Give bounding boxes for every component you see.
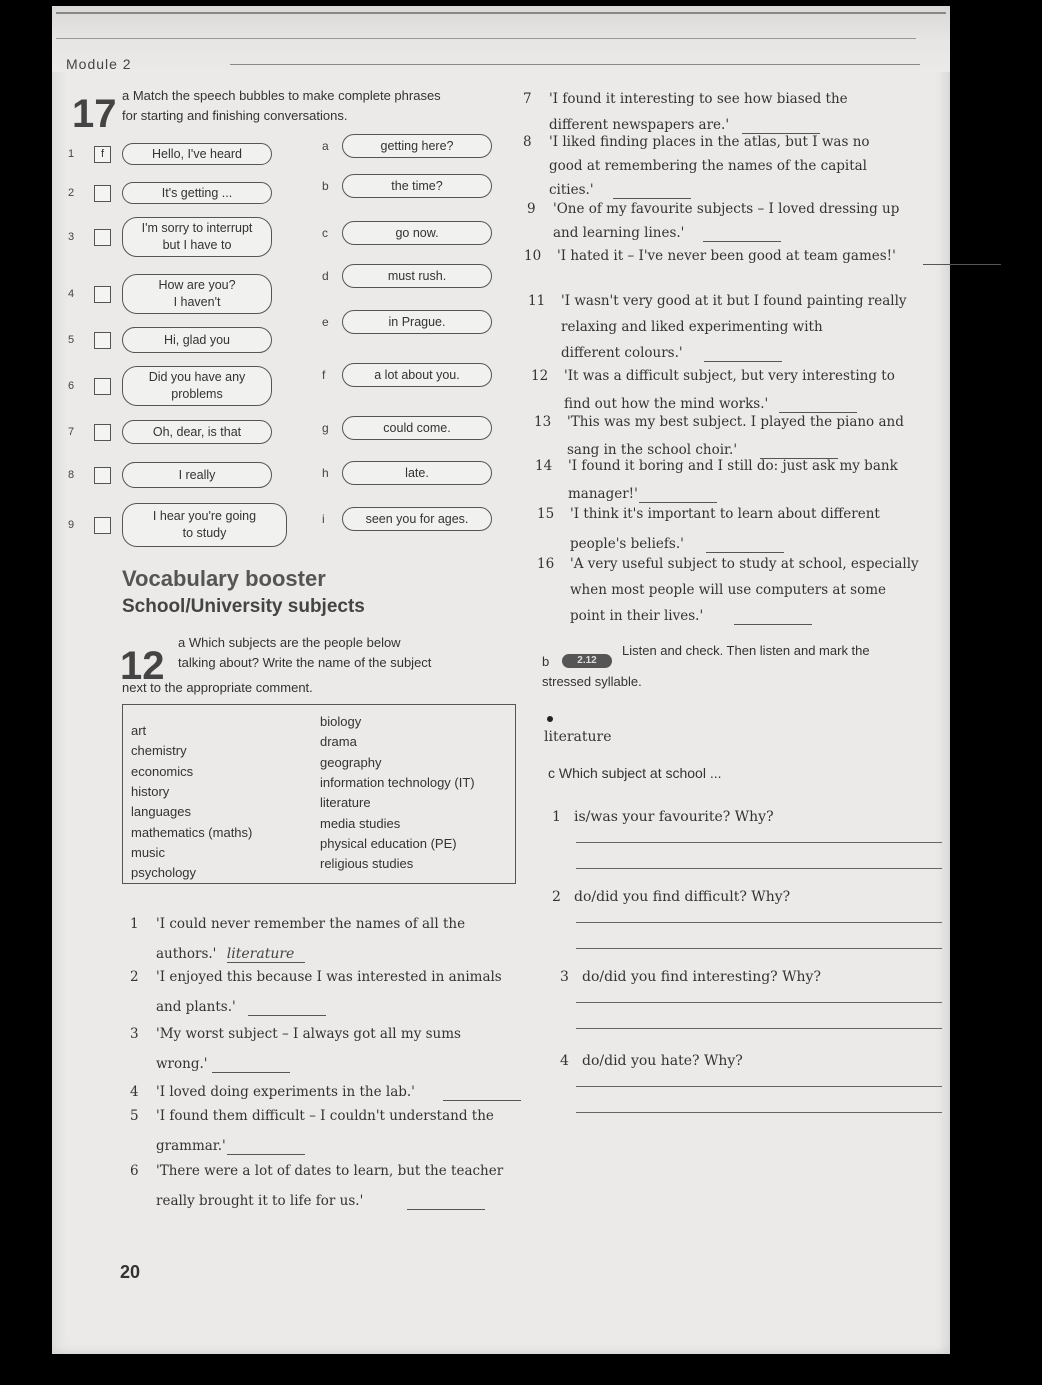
quote-number: 6 bbox=[130, 1163, 139, 1179]
speech-bubble-left bbox=[122, 462, 272, 488]
quote-number: 3 bbox=[130, 1026, 139, 1042]
answer-blank[interactable] bbox=[407, 1193, 485, 1210]
c-question-text: do/did you hate? Why? bbox=[582, 1053, 743, 1069]
speech-bubble-right: must rush. bbox=[342, 264, 492, 288]
quote-line-3: different colours.' bbox=[561, 345, 683, 361]
module-label: Module 2 bbox=[66, 56, 132, 72]
answer-checkbox[interactable] bbox=[94, 332, 111, 349]
bubble-letter: a bbox=[322, 139, 329, 153]
subject-col2-item: literature bbox=[320, 795, 371, 811]
answer-blank[interactable] bbox=[704, 345, 782, 362]
answer-line[interactable] bbox=[576, 1002, 942, 1003]
speech-bubble-left bbox=[122, 274, 272, 314]
answer-blank[interactable]: literature bbox=[227, 946, 305, 963]
speech-bubble-left bbox=[122, 503, 287, 547]
bubble-text-line-2: problems bbox=[171, 387, 223, 401]
ex12-b-text-1: Listen and check. Then listen and mark the bbox=[622, 643, 870, 658]
answer-checkbox[interactable] bbox=[94, 229, 111, 246]
subject-col1-item: mathematics (maths) bbox=[131, 824, 253, 840]
speech-bubble-left bbox=[122, 366, 272, 406]
answer-checkbox[interactable] bbox=[94, 424, 111, 441]
quote-line-2: find out how the mind works.' bbox=[564, 396, 769, 412]
c-question-number: 1 bbox=[552, 809, 561, 825]
quote-line-2: really brought it to life for us.' bbox=[156, 1193, 364, 1209]
speech-bubble-left bbox=[122, 217, 272, 257]
answer-checkbox[interactable] bbox=[94, 467, 111, 484]
subject-col1-item: chemistry bbox=[131, 743, 187, 759]
subject-col2-item: religious studies bbox=[320, 856, 414, 872]
answer-blank[interactable] bbox=[227, 1138, 305, 1155]
quote-line-1: 'There were a lot of dates to learn, but the teacher bbox=[156, 1163, 504, 1179]
subject-col1-item: art bbox=[131, 723, 147, 738]
quote-line-1: 'I wasn't very good at it but I found painting really bbox=[561, 293, 907, 309]
quote-line-1: 'I found it interesting to see how biased the bbox=[549, 91, 848, 107]
quote-line-1: 'This was my best subject. I played the piano and bbox=[567, 414, 904, 430]
answer-line[interactable] bbox=[576, 868, 942, 869]
speech-bubble-left bbox=[122, 143, 272, 165]
quote-line-2: grammar.' bbox=[156, 1138, 226, 1154]
c-question-text: is/was your favourite? Why? bbox=[574, 809, 774, 825]
answer-blank[interactable] bbox=[212, 1056, 290, 1073]
quote-line-2: relaxing and liked experimenting with bbox=[561, 319, 823, 335]
speech-bubble-left bbox=[122, 420, 272, 444]
item-number: 4 bbox=[68, 288, 75, 300]
quote-line-1: 'I could never remember the names of all the bbox=[156, 916, 466, 932]
quote-number: 14 bbox=[535, 458, 553, 474]
answer-line[interactable] bbox=[576, 1028, 942, 1029]
answer-blank[interactable] bbox=[443, 1084, 521, 1101]
item-number: 8 bbox=[68, 469, 75, 481]
answer-checkbox[interactable]: f bbox=[94, 146, 111, 163]
quote-number: 4 bbox=[130, 1084, 139, 1100]
ex12-c-label: c Which subject at school ... bbox=[548, 765, 722, 781]
bubble-text-line-2: but I have to bbox=[162, 238, 232, 252]
bubble-text: It's getting ... bbox=[161, 185, 233, 200]
stress-example: literature bbox=[544, 729, 612, 745]
top-rule-2 bbox=[56, 38, 916, 39]
bubble-text-line-1: I hear you're going bbox=[152, 509, 257, 523]
quote-line-3: point in their lives.' bbox=[570, 608, 704, 624]
quote-line-1: 'I found it boring and I still do: just ask my bank bbox=[568, 458, 898, 474]
answer-blank[interactable] bbox=[248, 999, 326, 1016]
subject-col2-item: information technology (IT) bbox=[320, 774, 475, 790]
speech-bubble-right: seen you for ages. bbox=[342, 507, 492, 531]
quote-line-3: cities.' bbox=[549, 182, 594, 198]
bubble-text: Hi, glad you bbox=[163, 332, 230, 347]
quote-number: 11 bbox=[528, 293, 546, 309]
subject-col1-item: languages bbox=[131, 804, 191, 820]
speech-bubble-right: go now. bbox=[342, 221, 492, 245]
quote-line-2: when most people will use computers at some bbox=[570, 582, 887, 598]
quote-line-2: and learning lines.' bbox=[553, 225, 685, 241]
subject-col2-item: geography bbox=[320, 754, 382, 770]
quote-line-2: and plants.' bbox=[156, 999, 236, 1015]
answer-blank[interactable] bbox=[923, 248, 1001, 265]
quote-number: 5 bbox=[130, 1108, 139, 1124]
quote-number: 1 bbox=[130, 916, 139, 932]
speech-bubble-right: in Prague. bbox=[342, 310, 492, 334]
item-number: 6 bbox=[68, 380, 75, 392]
item-number: 7 bbox=[68, 426, 75, 438]
answer-line[interactable] bbox=[576, 842, 942, 843]
answer-blank[interactable] bbox=[706, 536, 784, 553]
subject-col1-item: economics bbox=[131, 763, 194, 779]
subject-col1-item: music bbox=[131, 844, 165, 860]
bubble-text-line-1: How are you? bbox=[158, 278, 236, 292]
stress-dot bbox=[547, 716, 553, 722]
quote-line-1: 'I enjoyed this because I was interested in animals bbox=[156, 969, 502, 985]
quote-line-1: 'I liked finding places in the atlas, but I was no bbox=[549, 134, 870, 150]
subject-list-box bbox=[122, 704, 516, 884]
answer-blank[interactable] bbox=[703, 225, 781, 242]
exercise-12-number: 12 bbox=[120, 644, 165, 688]
subject-col2-item: drama bbox=[320, 734, 357, 750]
bubble-text: Hello, I've heard bbox=[152, 146, 242, 161]
ex12-instruction-2: talking about? Write the name of the subject bbox=[178, 655, 432, 670]
bubble-text: I really bbox=[178, 467, 216, 482]
item-number: 2 bbox=[68, 187, 75, 199]
quote-line-1: 'It was a difficult subject, but very interesting to bbox=[564, 368, 895, 384]
quote-line-1: 'I found them difficult – I couldn't understand the bbox=[156, 1108, 494, 1124]
quote-number: 13 bbox=[534, 414, 552, 430]
vocab-title: Vocabulary booster bbox=[122, 566, 326, 591]
speech-bubble-left bbox=[122, 327, 272, 353]
bubble-letter: d bbox=[322, 269, 329, 283]
vocab-subtitle: School/University subjects bbox=[122, 596, 365, 617]
module-rule bbox=[230, 64, 920, 65]
speech-bubble-left bbox=[122, 182, 272, 204]
ex12-b-text-2: stressed syllable. bbox=[542, 674, 642, 689]
audio-track-icon: 2.12 bbox=[562, 654, 612, 668]
bubble-text: Oh, dear, is that bbox=[152, 424, 242, 439]
answer-line[interactable] bbox=[576, 1112, 942, 1113]
bubble-letter: e bbox=[322, 315, 329, 329]
bubble-text-line-2: I haven't bbox=[173, 295, 221, 309]
quote-number: 2 bbox=[130, 969, 139, 985]
item-number: 1 bbox=[68, 148, 75, 160]
speech-bubble-right: a lot about you. bbox=[342, 363, 492, 387]
bubble-letter: g bbox=[322, 421, 329, 435]
top-rule bbox=[56, 12, 946, 14]
exercise-17-number: 17 bbox=[72, 92, 117, 136]
answer-line[interactable] bbox=[576, 948, 942, 949]
c-question-number: 2 bbox=[552, 889, 561, 905]
quote-line-1: 'A very useful subject to study at school, especially bbox=[570, 556, 919, 572]
bubble-letter: c bbox=[322, 226, 328, 240]
speech-bubble-right: could come. bbox=[342, 416, 492, 440]
quote-line-1: 'I hated it – I've never been good at team games!' bbox=[557, 248, 896, 264]
bubble-text-line-2: to study bbox=[182, 526, 227, 540]
page-top-band bbox=[52, 6, 950, 72]
speech-bubble-right: late. bbox=[342, 461, 492, 485]
bubble-letter: b bbox=[322, 179, 329, 193]
bubble-letter: h bbox=[322, 466, 329, 480]
quote-number: 16 bbox=[537, 556, 555, 572]
answer-checkbox[interactable] bbox=[94, 185, 111, 202]
answer-checkbox[interactable] bbox=[94, 517, 111, 534]
subject-col1-item: history bbox=[131, 783, 170, 799]
quote-line-2: wrong.' bbox=[156, 1056, 208, 1072]
c-question-text: do/did you find interesting? Why? bbox=[582, 969, 821, 985]
quote-number: 9 bbox=[527, 201, 536, 217]
quote-number: 7 bbox=[523, 91, 532, 107]
c-question-number: 3 bbox=[560, 969, 569, 985]
ex12-instruction-3: next to the appropriate comment. bbox=[122, 680, 313, 695]
bubble-letter: f bbox=[322, 368, 326, 382]
quote-number: 12 bbox=[531, 368, 549, 384]
c-question-text: do/did you find difficult? Why? bbox=[574, 889, 791, 905]
answer-blank[interactable] bbox=[639, 486, 717, 503]
quote-line-1: 'I think it's important to learn about different bbox=[570, 506, 880, 522]
ex17-instruction-2: for starting and finishing conversations. bbox=[122, 108, 348, 123]
quote-line-1: 'One of my favourite subjects – I loved dressing up bbox=[553, 201, 900, 217]
ex17-instruction-1: a Match the speech bubbles to make complete phrases bbox=[122, 88, 441, 103]
c-question-number: 4 bbox=[560, 1053, 569, 1069]
quote-line-1: 'My worst subject – I always got all my sums bbox=[156, 1026, 461, 1042]
speech-bubble-right: getting here? bbox=[342, 134, 492, 158]
page-number: 20 bbox=[120, 1262, 141, 1282]
quote-line-2: different newspapers are.' bbox=[549, 117, 730, 133]
answer-blank[interactable] bbox=[734, 608, 812, 625]
quote-number: 8 bbox=[523, 134, 532, 150]
quote-line-2: manager!' bbox=[568, 486, 638, 502]
bubble-letter: i bbox=[322, 512, 325, 526]
subject-col2-item: media studies bbox=[320, 815, 401, 831]
item-number: 3 bbox=[68, 231, 75, 243]
bubble-text-line-1: Did you have any bbox=[148, 370, 246, 384]
subject-col2-item: physical education (PE) bbox=[320, 835, 457, 851]
quote-line-2: authors.' bbox=[156, 946, 217, 962]
answer-checkbox[interactable] bbox=[94, 286, 111, 303]
quote-number: 15 bbox=[537, 506, 555, 522]
quote-line-2: sang in the school choir.' bbox=[567, 442, 738, 458]
answer-checkbox[interactable] bbox=[94, 378, 111, 395]
quote-line-2: good at remembering the names of the capital bbox=[549, 158, 867, 174]
item-number: 9 bbox=[68, 519, 75, 531]
item-number: 5 bbox=[68, 334, 75, 346]
subject-col2-item: biology bbox=[320, 714, 362, 729]
answer-line[interactable] bbox=[576, 922, 942, 923]
subject-col1-item: psychology bbox=[131, 865, 197, 881]
ex12-instruction-1: a Which subjects are the people below bbox=[178, 635, 401, 650]
ex12-b-label: b bbox=[542, 654, 550, 669]
quote-line-1: 'I loved doing experiments in the lab.' bbox=[156, 1084, 415, 1100]
answer-line[interactable] bbox=[576, 1086, 942, 1087]
quote-number: 10 bbox=[524, 248, 542, 264]
quote-line-2: people's beliefs.' bbox=[570, 536, 684, 552]
answer-blank[interactable] bbox=[613, 182, 691, 199]
speech-bubble-right: the time? bbox=[342, 174, 492, 198]
bubble-text-line-1: I'm sorry to interrupt bbox=[141, 221, 253, 235]
